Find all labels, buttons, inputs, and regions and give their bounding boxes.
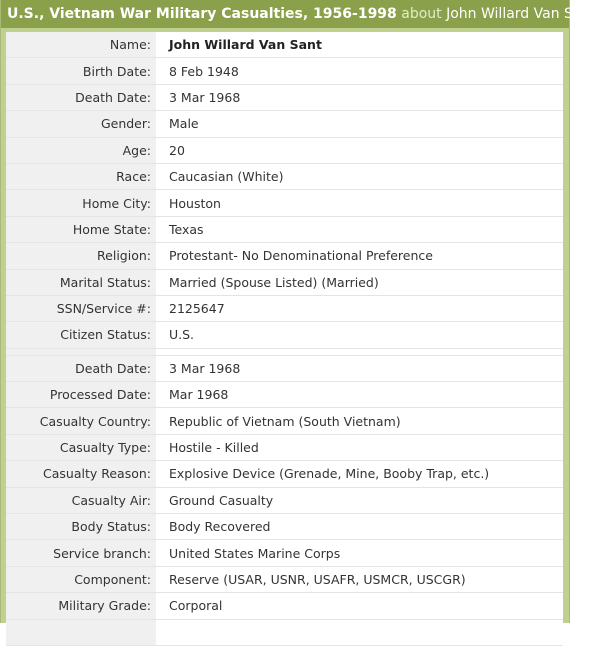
record-table — [6, 32, 563, 646]
field-label: Race: — [6, 163, 156, 189]
table-row-service-branch — [6, 540, 563, 566]
field-value: Married (Spouse Listed) (Married) — [156, 269, 563, 295]
field-label: Death Date: — [6, 84, 156, 110]
table-row-age — [6, 137, 563, 163]
record-details-panel — [6, 32, 563, 632]
table-row-processed-date — [6, 382, 563, 408]
field-label: Death Date: — [6, 355, 156, 381]
table-row-death-date — [6, 84, 563, 110]
table-row-gender — [6, 111, 563, 137]
table-row-casualty-air — [6, 487, 563, 513]
field-label: Home State: — [6, 216, 156, 242]
field-label: Casualty Air: — [6, 487, 156, 513]
table-row-casualty-reason — [6, 461, 563, 487]
table-row-birth-date — [6, 58, 563, 84]
table-row-name — [6, 32, 563, 58]
field-label: Marital Status: — [6, 269, 156, 295]
table-row-casualty-death-date — [6, 355, 563, 381]
field-label: Casualty Reason: — [6, 461, 156, 487]
field-label: Service branch: — [6, 540, 156, 566]
field-value: Ground Casualty — [156, 487, 563, 513]
field-label: Component: — [6, 566, 156, 592]
table-row-religion — [6, 243, 563, 269]
field-label: SSN/Service #: — [6, 295, 156, 321]
field-label: Birth Date: — [6, 58, 156, 84]
field-label: Casualty Country: — [6, 408, 156, 434]
field-label: Religion: — [6, 243, 156, 269]
field-value: Corporal — [156, 593, 563, 619]
field-value: Explosive Device (Grenade, Mine, Booby Trap, etc.) — [156, 461, 563, 487]
section-divider — [6, 348, 563, 355]
field-value: Mar 1968 — [156, 382, 563, 408]
table-row-home-city — [6, 190, 563, 216]
field-label: Casualty Type: — [6, 434, 156, 460]
field-label: Home City: — [6, 190, 156, 216]
person-name-heading: John Willard Van Sant — [446, 6, 596, 22]
table-row-home-state — [6, 216, 563, 242]
about-word: about — [401, 6, 442, 22]
table-row-casualty-country — [6, 408, 563, 434]
table-row-casualty-type — [6, 434, 563, 460]
field-value: Caucasian (White) — [156, 163, 563, 189]
field-value: Protestant- No Denominational Preference — [156, 243, 563, 269]
table-row-ssn — [6, 295, 563, 321]
field-value: 20 — [156, 137, 563, 163]
field-label: Age: — [6, 137, 156, 163]
table-row-component — [6, 566, 563, 592]
field-value: 3 Mar 1968 — [156, 355, 563, 381]
field-value: Reserve (USAR, USNR, USAFR, USMCR, USCGR) — [156, 566, 563, 592]
field-value: Texas — [156, 216, 563, 242]
field-value: 3 Mar 1968 — [156, 84, 563, 110]
field-value: Body Recovered — [156, 514, 563, 540]
field-value: 8 Feb 1948 — [156, 58, 563, 84]
table-row-partial — [6, 619, 563, 645]
partial-value-cell — [156, 619, 563, 645]
field-value: Hostile - Killed — [156, 434, 563, 460]
field-value: United States Marine Corps — [156, 540, 563, 566]
field-label: Body Status: — [6, 514, 156, 540]
field-value: Houston — [156, 190, 563, 216]
record-title-bar — [1, 0, 596, 28]
field-value: Republic of Vietnam (South Vietnam) — [156, 408, 563, 434]
partial-label-cell — [6, 619, 156, 645]
field-label: Processed Date: — [6, 382, 156, 408]
field-value: Male — [156, 111, 563, 137]
divider-label-cell — [6, 348, 156, 355]
database-title: U.S., Vietnam War Military Casualties, 1956-1998 — [7, 6, 397, 22]
field-value: U.S. — [156, 322, 563, 348]
field-value: John Willard Van Sant — [156, 32, 563, 58]
table-row-body-status — [6, 514, 563, 540]
table-row-military-grade — [6, 593, 563, 619]
table-row-citizen-status — [6, 322, 563, 348]
table-row-marital-status — [6, 269, 563, 295]
table-row-race — [6, 163, 563, 189]
field-label: Military Grade: — [6, 593, 156, 619]
field-value: 2125647 — [156, 295, 563, 321]
field-label: Gender: — [6, 111, 156, 137]
field-label: Citizen Status: — [6, 322, 156, 348]
divider-value-cell — [156, 348, 563, 355]
field-label: Name: — [6, 32, 156, 58]
